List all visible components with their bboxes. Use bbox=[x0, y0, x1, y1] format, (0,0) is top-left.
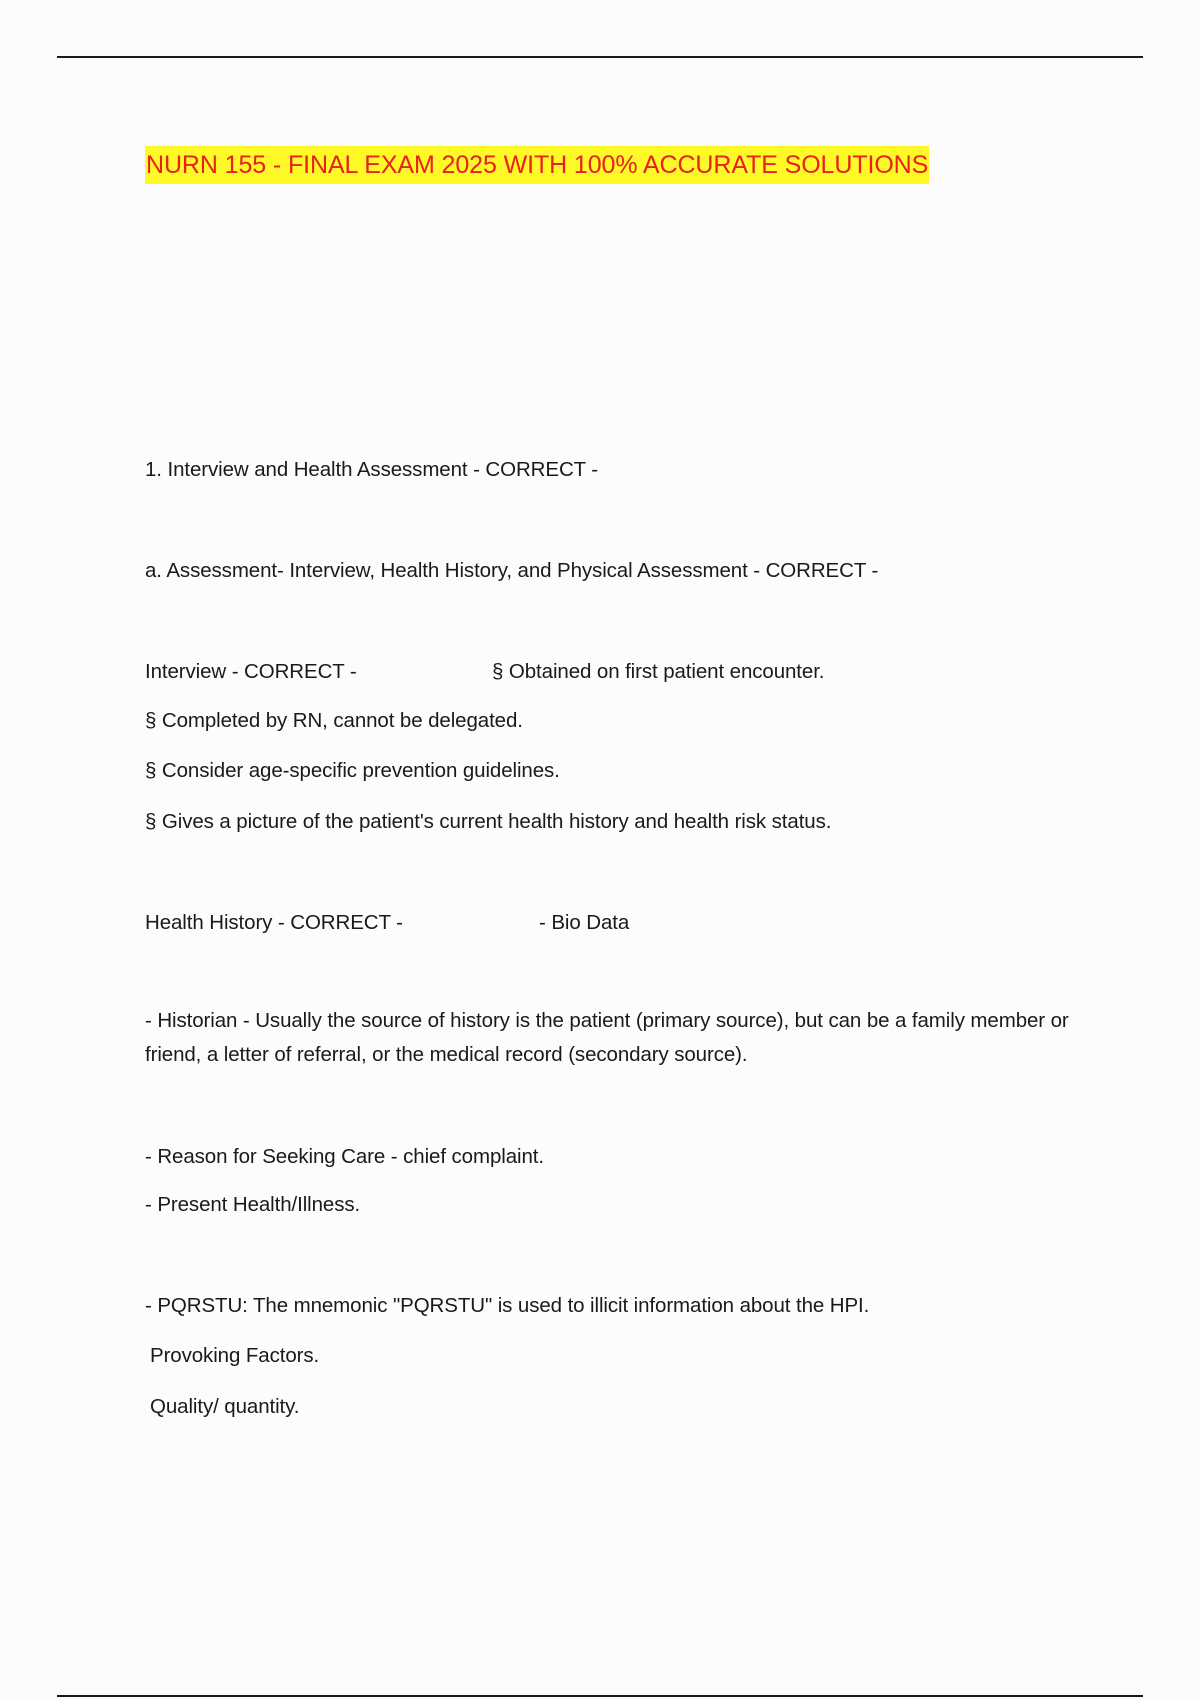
health-history-answer: - Bio Data bbox=[539, 911, 630, 934]
interview-bullet-3: § Gives a picture of the patient's current health history and health risk status. bbox=[145, 810, 832, 833]
top-rule bbox=[57, 56, 1143, 58]
document-title: NURN 155 - FINAL EXAM 2025 WITH 100% ACCURATE SOLUTIONS bbox=[145, 146, 929, 184]
health-history-label: Health History - CORRECT - bbox=[145, 911, 403, 934]
question-1: 1. Interview and Health Assessment - CORRECT - bbox=[145, 458, 599, 481]
present-health: - Present Health/Illness. bbox=[145, 1193, 361, 1216]
reason-for-care: - Reason for Seeking Care - chief complaint. bbox=[145, 1145, 544, 1168]
interview-bullet-2: § Consider age-specific prevention guidelines. bbox=[145, 759, 560, 782]
bottom-rule bbox=[57, 1695, 1143, 1697]
health-history-line bbox=[145, 906, 630, 940]
interview-line bbox=[145, 655, 825, 689]
interview-label: Interview - CORRECT - bbox=[145, 660, 357, 683]
quality-quantity: Quality/ quantity. bbox=[150, 1395, 300, 1418]
interview-bullet-1: § Completed by RN, cannot be delegated. bbox=[145, 709, 523, 732]
question-1a: a. Assessment- Interview, Health History, and Physical Assessment - CORRECT - bbox=[145, 559, 879, 582]
historian-paragraph: - Historian - Usually the source of history is the patient (primary source), but can be a family member or friend, a letter of referral, or the medical record (secondary source). bbox=[145, 1009, 1069, 1066]
provoking-factors: Provoking Factors. bbox=[150, 1344, 320, 1367]
interview-answer: § Obtained on first patient encounter. bbox=[492, 660, 825, 683]
pqrstu-line: - PQRSTU: The mnemonic "PQRSTU" is used to illicit information about the HPI. bbox=[145, 1294, 870, 1317]
